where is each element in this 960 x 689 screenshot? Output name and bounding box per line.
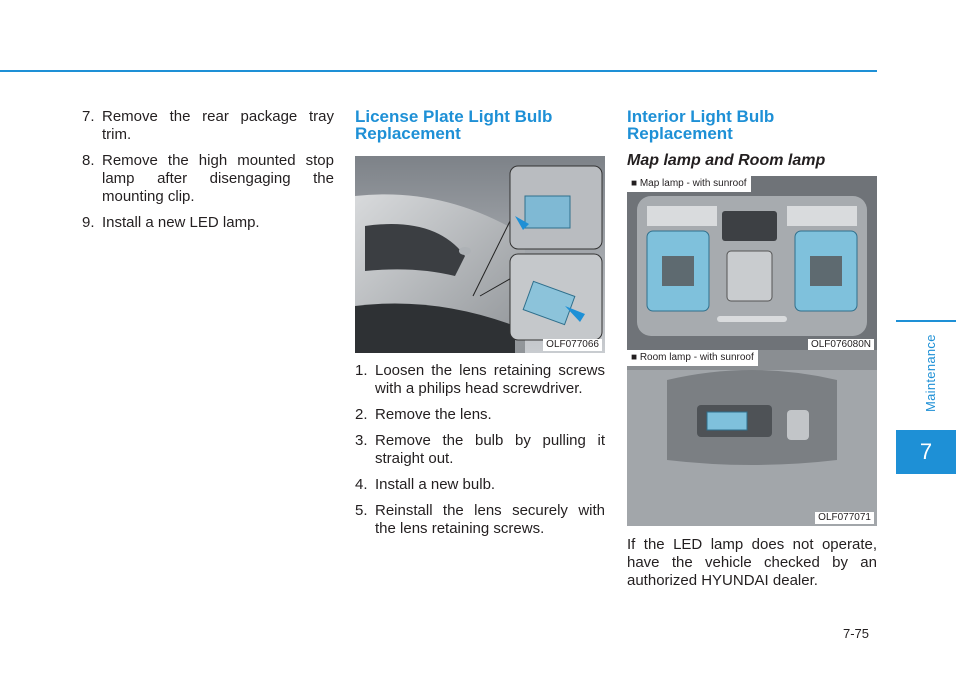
license-plate-illustration (355, 156, 605, 353)
column-1 (82, 108, 334, 240)
page-number: 7-75 (843, 626, 870, 641)
figure-caption: ■ Room lamp - with sunroof (627, 350, 758, 366)
step-list (355, 362, 605, 538)
room-lamp-figure (627, 350, 877, 526)
column-2-steps (355, 362, 605, 546)
map-lamp-figure (627, 176, 877, 353)
side-tab-label: Maintenance (923, 334, 938, 412)
header-rule (0, 70, 877, 72)
led-note: If the LED lamp does not operate, have the vehicle checked by an authorized HYUNDAI dealer. (627, 536, 877, 589)
section-subtitle: Map lamp and Room lamp (627, 152, 826, 169)
step-item: 1. Loosen the lens retaining screws with a philips head screwdriver. (355, 362, 605, 397)
figure-caption: ■ Map lamp - with sunroof (627, 176, 751, 192)
side-tab (896, 322, 956, 422)
section-title: License Plate Light Bulb Replacement (355, 107, 553, 143)
room-lamp-illustration (627, 350, 877, 526)
step-item: 9. Install a new LED lamp. (82, 214, 260, 231)
figure-code: OLF076080N (808, 339, 874, 351)
step-item: 5. Reinstall the lens securely with the lens retaining screws. (355, 502, 605, 537)
column-2 (355, 108, 605, 142)
step-list (82, 108, 334, 232)
step-item: 4. Install a new bulb. (355, 476, 496, 493)
map-lamp-illustration (627, 176, 877, 353)
section-title: Interior Light Bulb Replacement (627, 107, 775, 143)
license-plate-figure (355, 156, 605, 353)
figure-code: OLF077066 (543, 339, 602, 351)
step-item: 7. Remove the rear package tray trim. (82, 108, 334, 143)
step-item: 2. Remove the lens. (355, 406, 492, 423)
figure-code: OLF077071 (815, 512, 874, 524)
chapter-badge: 7 (896, 430, 956, 474)
step-item: 3. Remove the bulb by pulling it straight out. (355, 432, 605, 467)
step-item: 8. Remove the high mounted stop lamp after disengaging the mounting clip. (82, 152, 334, 205)
column-3 (627, 108, 877, 170)
